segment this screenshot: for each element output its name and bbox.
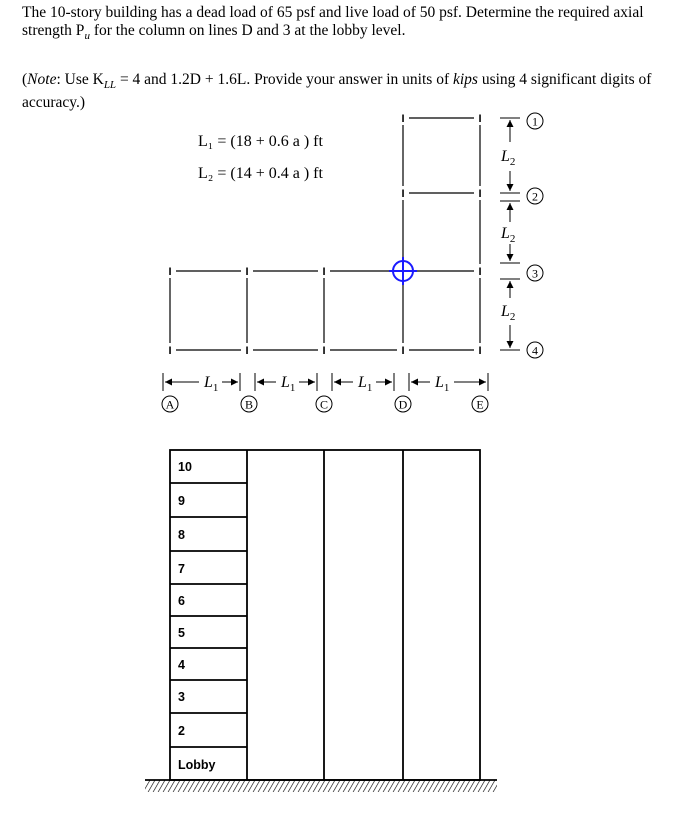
column-symbol: I [322, 266, 326, 278]
floor-label: 6 [178, 594, 185, 608]
building-elevation [145, 450, 497, 792]
bay-label-x: $L_1$ [281, 374, 296, 394]
dimension-l2-labels [500, 148, 515, 323]
bay-label-x: $L_1$ [204, 374, 219, 394]
column-line-bubble: D [398, 397, 408, 412]
floor-label: 8 [178, 528, 185, 542]
column-symbol: I [401, 113, 405, 125]
floor-plan [170, 118, 480, 350]
formula-l1: L₁ = (18 + 0.6 a ) ft [198, 133, 323, 150]
column-symbol: I [401, 188, 405, 200]
row-line-bubble: 4 [532, 343, 538, 358]
column-symbol: I [478, 345, 482, 357]
bay-label-x: $L_1$ [435, 374, 450, 394]
column-symbol: I [401, 345, 405, 357]
column-symbol: I [478, 188, 482, 200]
bay-label-y: $L_2$ [501, 225, 516, 245]
row-line-bubble: 1 [532, 114, 538, 129]
column-symbol: I [322, 345, 326, 357]
column-symbol: I [478, 113, 482, 125]
column-line-bubble: A [165, 397, 175, 412]
bay-label-y: $L_2$ [501, 303, 516, 323]
floor-label: 7 [178, 562, 185, 576]
column-line-bubble: B [244, 397, 254, 412]
problem-note: (Note: Use $K_{LL} = 4$ and 1.2D + 1.6L. Provide your answer in units of kips using 4 significant digits of accuracy.) [22, 71, 652, 112]
column-symbol: I [245, 345, 249, 357]
elevation-frame [170, 450, 480, 780]
column-symbol: I [478, 266, 482, 278]
grid-bubbles [162, 113, 543, 412]
floor-label: 5 [178, 626, 185, 640]
floor-label: 9 [178, 494, 185, 508]
column-line-bubble: E [476, 397, 484, 412]
row-line-bubble: 2 [532, 189, 538, 204]
bay-label-y: $L_2$ [501, 148, 516, 168]
column-symbol: I [168, 266, 172, 278]
floor-label: 3 [178, 690, 185, 704]
row-line-bubble: 3 [532, 266, 538, 281]
floor-label: 2 [178, 724, 185, 738]
column-symbol: I [245, 266, 249, 278]
column-symbol: I [168, 345, 172, 357]
bay-label-x: $L_1$ [358, 374, 373, 394]
formula-l2: L₂ = (14 + 0.4 a ) ft [198, 165, 323, 182]
floor-label: Lobby [178, 758, 216, 772]
floor-label: 10 [178, 460, 192, 474]
ground-hatch [145, 780, 497, 792]
column-line-bubble: C [319, 397, 329, 412]
floor-label: 4 [178, 658, 185, 672]
problem-statement: The 10-story building has a dead load of 65 psf and live load of 50 psf. Determine the required axial strength $P_u$ for the column on lines D and 3 at the lobby level. [22, 4, 644, 43]
